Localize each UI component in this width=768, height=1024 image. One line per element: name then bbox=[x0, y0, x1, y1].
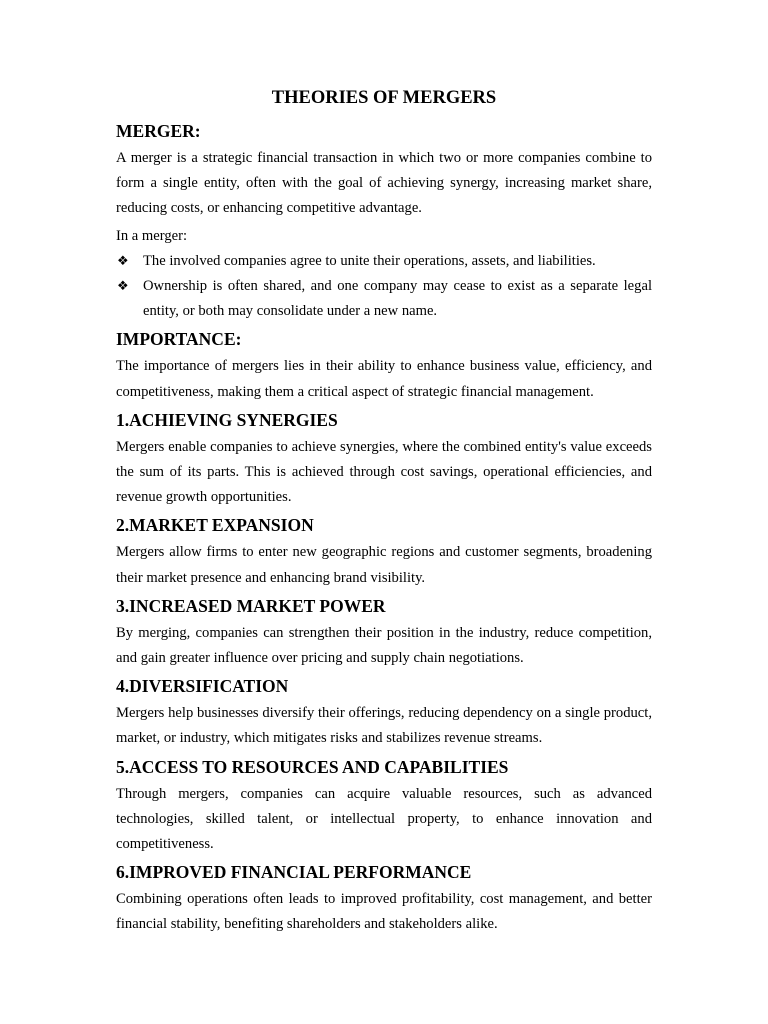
diamond-bullet-icon: ❖ bbox=[117, 253, 129, 269]
diamond-bullet-icon: ❖ bbox=[117, 279, 129, 295]
merger-bullet-text: Ownership is often shared, and one company may cease to exist as a separate legal entity, or both may consolidate under a new name. bbox=[143, 278, 652, 320]
document-content bbox=[116, 84, 652, 940]
merger-bullet-item bbox=[116, 249, 652, 274]
merger-intro: In a merger: bbox=[116, 227, 188, 244]
merger-heading: MERGER: bbox=[116, 121, 201, 141]
merger-bullet-text: The involved companies agree to unite their operations, assets, and liabilities. bbox=[143, 252, 596, 269]
section-heading-financial-performance: 6.IMPROVED FINANCIAL PERFORMANCE bbox=[116, 862, 472, 883]
section-heading-synergies: 1.ACHIEVING SYNERGIES bbox=[116, 409, 338, 430]
section-text-synergies: Mergers enable companies to achieve synergies, where the combined entity's value exceeds the sum of its parts. This is achieved through cost savings, operational efficiencies, and revenue growth opportunities. bbox=[116, 438, 652, 506]
merger-bullet-list bbox=[116, 249, 652, 325]
section-heading-diversification: 4.DIVERSIFICATION bbox=[116, 676, 289, 697]
section-heading-market-expansion: 2.MARKET EXPANSION bbox=[116, 515, 314, 536]
section-heading-resources: 5.ACCESS TO RESOURCES AND CAPABILITIES bbox=[116, 756, 509, 777]
merger-definition: A merger is a strategic financial transaction in which two or more companies combine to form a single entity, often with the goal of achieving synergy, increasing market share, reducing costs, or enhancing competitive advantage. bbox=[116, 150, 652, 217]
section-text-market-power: By merging, companies can strengthen their position in the industry, reduce competition, and gain greater influence over pricing and supply chain negotiations. bbox=[116, 624, 652, 667]
section-text-diversification: Mergers help businesses diversify their offerings, reducing dependency on a single product, market, or industry, which mitigates risks and stabilizes revenue streams. bbox=[116, 705, 652, 747]
importance-heading: IMPORTANCE: bbox=[116, 329, 242, 350]
merger-bullet-item bbox=[116, 274, 652, 324]
section-text-resources: Through mergers, companies can acquire valuable resources, such as advanced technologies, skilled talent, or intellectual property, to enhance innovation and competitiveness. bbox=[116, 785, 652, 853]
section-text-market-expansion: Mergers allow firms to enter new geographic regions and customer segments, broadening their market presence and enhancing brand visibility. bbox=[116, 544, 652, 586]
importance-text: The importance of mergers lies in their ability to enhance business value, efficiency, and competitiveness, making them a critical aspect of strategic financial management. bbox=[116, 358, 652, 400]
section-heading-market-power: 3.INCREASED MARKET POWER bbox=[116, 595, 386, 616]
section-text-financial-performance: Combining operations often leads to improved profitability, cost management, and better financial stability, benefiting shareholders and stakeholders alike. bbox=[116, 891, 652, 933]
document-title: THEORIES OF MERGERS bbox=[271, 88, 497, 108]
